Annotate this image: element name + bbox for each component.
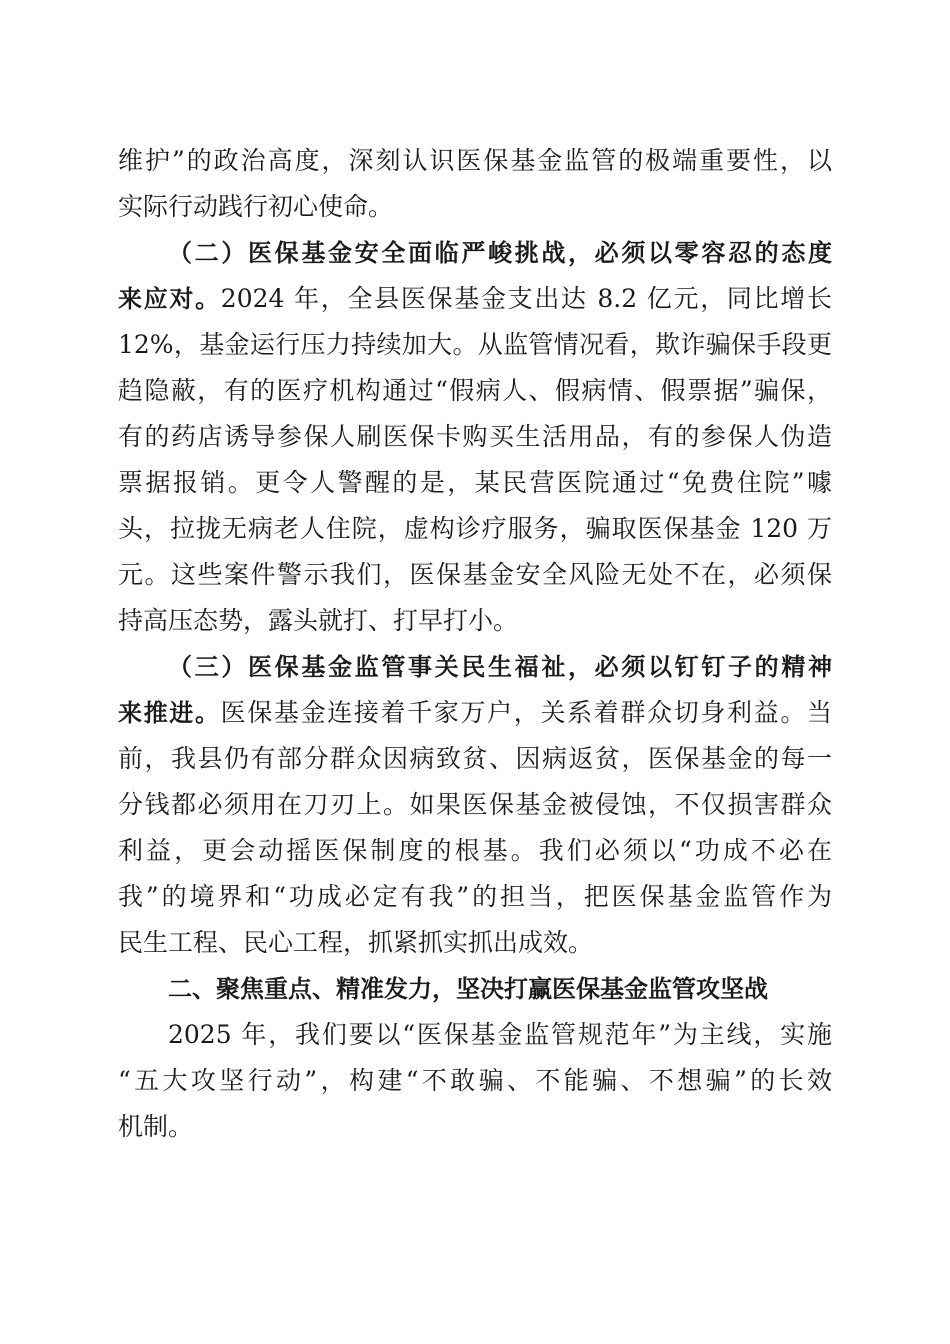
body-text-line: 前，我县仍有部分群众因病致贫、因病返贫，医保基金的每一 (118, 744, 832, 773)
body-text-line: 头，拉拢无病老人住院，虚构诊疗服务，骗取医保基金 120 万 (118, 514, 832, 543)
section-lead-line (118, 644, 832, 690)
body-text-line: 持高压态势，露头就打、打早打小。 (118, 606, 519, 635)
section-lead-bold: （三）医保基金监管事关民生福祉，必须以钉钉子的精神 (168, 653, 832, 681)
body-text-span: 医保基金连接着千家万户，关系着群众切身利益。当 (220, 698, 832, 727)
body-text-line (118, 690, 832, 736)
body-text-line: 民生工程、民心工程，抓紧抓实抓出成效。 (118, 928, 594, 957)
body-text-line: 2025 年，我们要以“医保基金监管规范年”为主线，实施 (168, 1020, 832, 1049)
body-text-line: 元。这些案件警示我们，医保基金安全风险无处不在，必须保 (118, 560, 832, 589)
body-text-line: 维护”的政治高度，深刻认识医保基金监管的极端重要性，以 (118, 146, 832, 175)
section-heading: 二、聚焦重点、精准发力，坚决打赢医保基金监管攻坚战 (168, 975, 768, 1003)
body-text-line: 机制。 (118, 1112, 194, 1141)
body-text-line: 12%，基金运行压力持续加大。从监管情况看，欺诈骗保手段更 (118, 330, 832, 359)
section-lead-line (118, 230, 832, 276)
body-text-line: 有的药店诱导参保人刷医保卡购买生活用品，有的参保人伪造 (118, 422, 832, 451)
section-lead-bold: （二）医保基金安全面临严峻挑战，必须以零容忍的态度 (168, 239, 832, 267)
body-text-line: 我”的境界和“功成必定有我”的担当，把医保基金监管作为 (118, 882, 832, 911)
body-text-line: 利益，更会动摇医保制度的根基。我们必须以“功成不必在 (118, 836, 832, 865)
body-text-span: 2024 年，全县医保基金支出达 8.2 亿元，同比增长 (220, 284, 832, 313)
body-text-line: 分钱都必须用在刀刃上。如果医保基金被侵蚀，不仅损害群众 (118, 790, 832, 819)
section-lead-bold: 来应对。 (118, 285, 221, 313)
body-text-line: 票据报销。更令人警醒的是，某民营医院通过“免费住院”噱 (118, 468, 832, 497)
section-lead-bold: 来推进。 (118, 699, 221, 727)
body-text-line: 趋隐蔽，有的医疗机构通过“假病人、假病情、假票据”骗保， (118, 376, 832, 405)
body-text-line (118, 276, 832, 322)
body-text-line: 实际行动践行初心使命。 (118, 192, 394, 221)
document-page (118, 138, 832, 1150)
body-text-line: “五大攻坚行动”，构建“不敢骗、不能骗、不想骗”的长效 (118, 1066, 832, 1095)
